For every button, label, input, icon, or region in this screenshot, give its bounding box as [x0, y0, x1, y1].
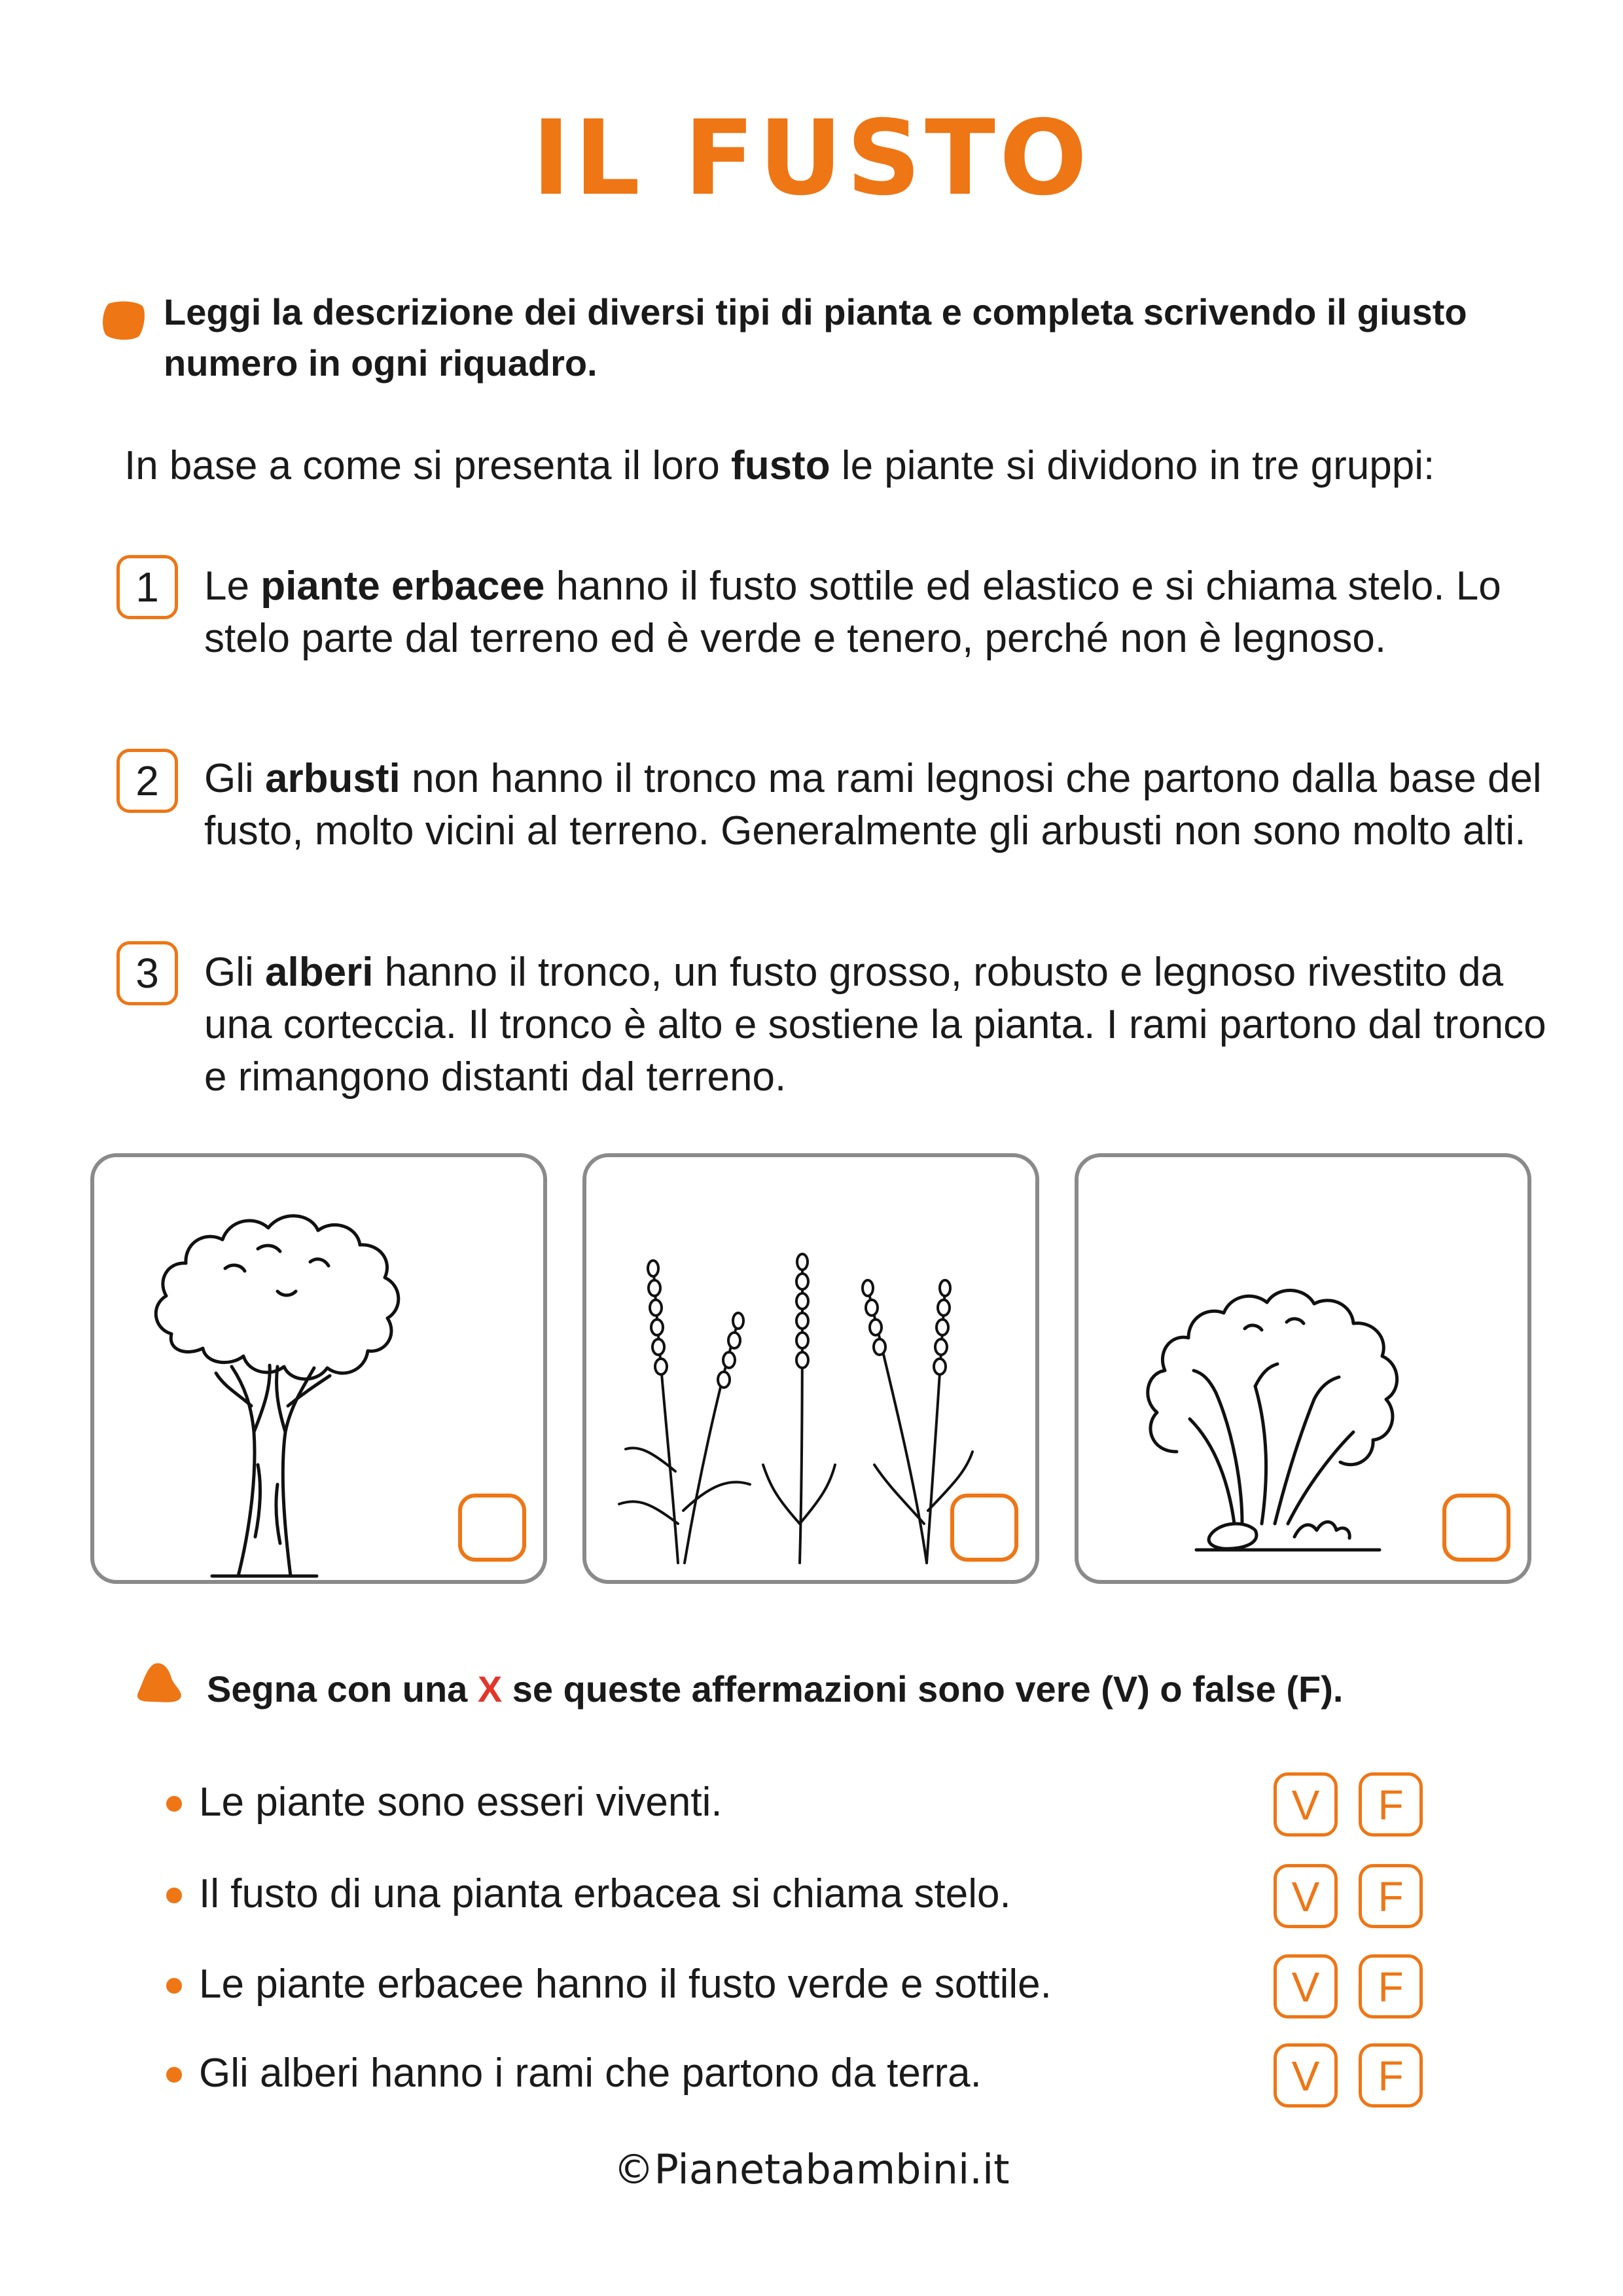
image-panel-lavender	[582, 1153, 1039, 1584]
orange-blob-icon	[135, 1661, 185, 1704]
false-box-1[interactable]: F	[1359, 1772, 1423, 1837]
false-box-2[interactable]: F	[1359, 1864, 1423, 1928]
true-box-1[interactable]: V	[1274, 1772, 1338, 1837]
bullet-dot	[166, 1978, 182, 1994]
bullet-dot	[166, 2067, 182, 2083]
instructions-text: Leggi la descrizione dei diversi tipi di pianta e completa scrivendo il giusto numero in ogni riquadro.	[164, 291, 1467, 384]
description-trees: Gli alberi hanno il tronco, un fusto grosso, robusto e legnoso rivestito da una corteccia. Il tronco è alto e sostiene la pianta. I rami partono dal tronco e rimangono distanti dal terreno.	[204, 950, 1546, 1100]
number-box-2: 2	[116, 749, 178, 813]
answer-box-lavender[interactable]	[950, 1494, 1018, 1562]
intro-text: In base a come si presenta il loro fusto le piante si dividono in tre gruppi:	[124, 443, 1435, 488]
image-panel-bush	[1075, 1153, 1531, 1584]
true-box-3[interactable]: V	[1274, 1954, 1338, 2018]
statement-4: Gli alberi hanno i rami che partono da terra.	[199, 2051, 982, 2096]
description-shrubs: Gli arbusti non hanno il tronco ma rami legnosi che partono dalla base del fusto, molto vicini al terreno. Generalmente gli arbusti non sono molto alti.	[204, 756, 1542, 853]
true-box-2[interactable]: V	[1274, 1864, 1338, 1928]
quiz-instructions: Segna con una X se queste affermazioni sono vere (V) o false (F).	[207, 1668, 1344, 1710]
bullet-dot	[166, 1796, 182, 1812]
statement-1: Le piante sono esseri viventi.	[199, 1780, 722, 1825]
image-panel-tree	[90, 1153, 547, 1584]
number-box-3: 3	[116, 941, 178, 1005]
statement-2: Il fusto di una pianta erbacea si chiama stelo.	[199, 1871, 1011, 1916]
bullet-dot	[166, 1888, 182, 1903]
footer-copyright: ©Pianetabambini.it	[613, 2145, 1010, 2193]
answer-box-bush[interactable]	[1442, 1494, 1510, 1562]
statement-3: Le piante erbacee hanno il fusto verde e sottile.	[199, 1962, 1052, 2007]
false-box-3[interactable]: F	[1359, 1954, 1423, 2018]
page-title: IL FUSTO	[531, 98, 1092, 219]
true-box-4[interactable]: V	[1274, 2043, 1338, 2108]
number-box-1: 1	[116, 555, 178, 619]
description-herbaceous: Le piante erbacee hanno il fusto sottile ed elastico e si chiama stelo. Lo stelo parte dal terreno ed è verde e tenero, perché non è legnoso.	[204, 564, 1501, 661]
false-box-4[interactable]: F	[1359, 2043, 1423, 2108]
orange-blob-icon	[101, 300, 147, 342]
answer-box-tree[interactable]	[458, 1494, 526, 1562]
